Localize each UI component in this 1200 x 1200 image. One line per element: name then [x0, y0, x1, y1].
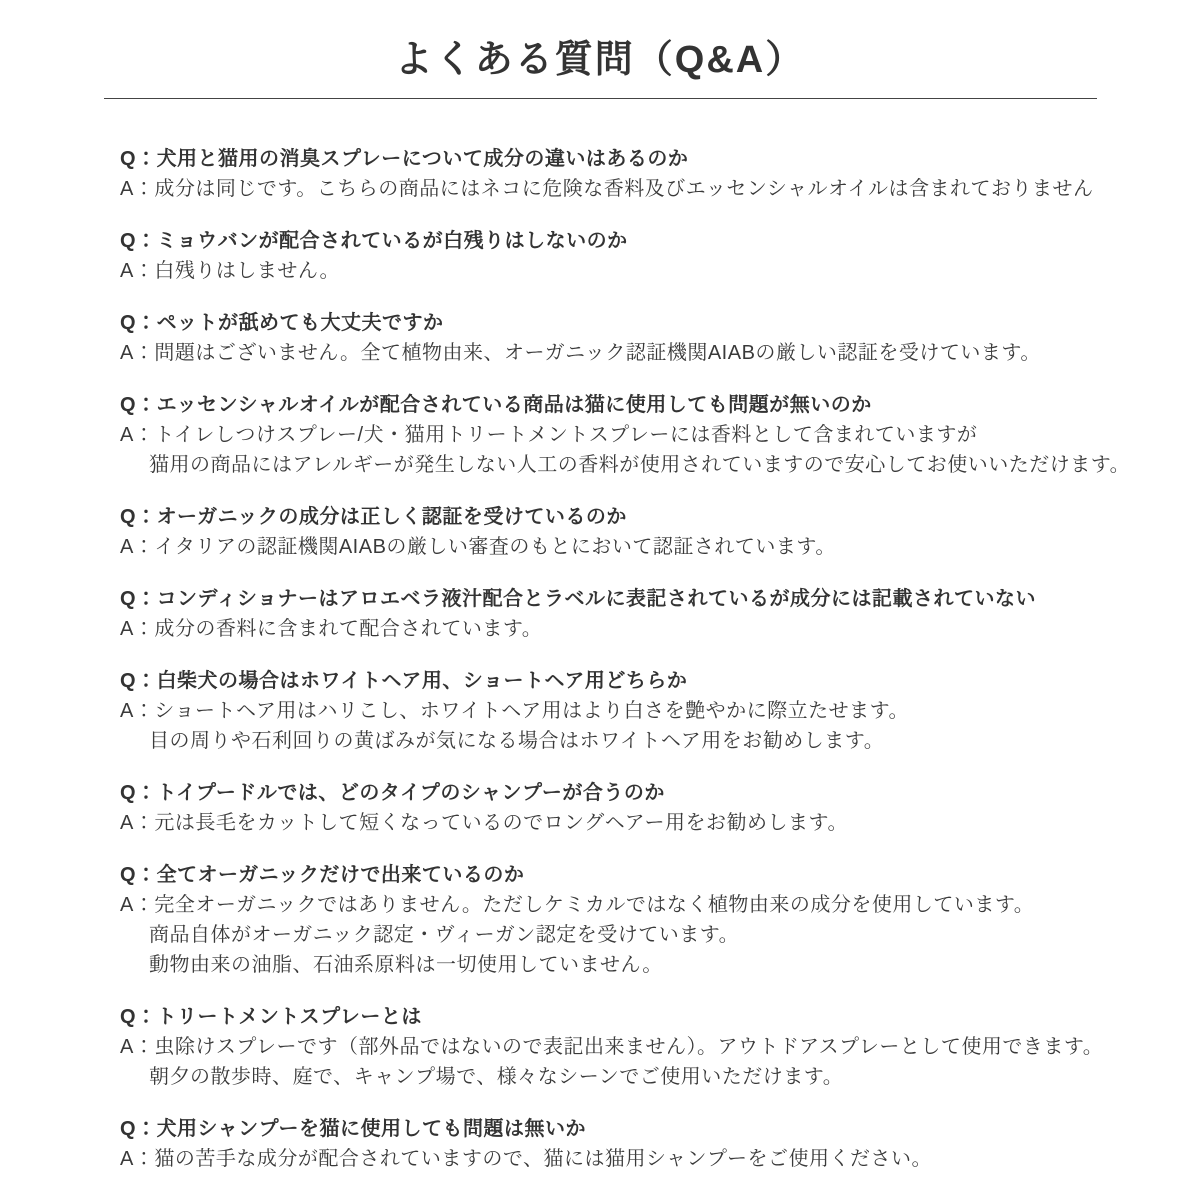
answer-line-continued — [120, 950, 1130, 980]
answer-text: 猫用の商品にはアレルギーが発生しない人工の香料が使用されていますので安心してお使いいただけます。 — [149, 453, 1131, 476]
question-line — [120, 778, 1130, 808]
faq-list — [120, 144, 1130, 1174]
question-text: エッセンシャルオイルが配合されている商品は猫に使用しても問題が無いのか — [156, 393, 872, 416]
question-line — [120, 584, 1130, 614]
question-prefix: Q： — [120, 781, 157, 804]
question-line — [120, 860, 1130, 890]
question-prefix: Q： — [120, 505, 157, 528]
answer-prefix: A： — [120, 423, 155, 446]
question-text: トリートメントスプレーとは — [156, 1005, 422, 1028]
answer-prefix: A： — [120, 893, 155, 916]
qa-item — [120, 308, 1130, 368]
answer-line — [120, 890, 1130, 920]
answer-line — [120, 420, 1130, 450]
qa-item — [120, 1002, 1130, 1092]
qa-item — [120, 390, 1130, 480]
answer-text: ショートヘア用はハリこし、ホワイトヘア用はより白さを艶やかに際立たせます。 — [154, 699, 910, 722]
question-text: 犬用シャンプーを猫に使用しても問題は無いか — [156, 1117, 587, 1140]
answer-text: 商品自体がオーガニック認定・ヴィーガン認定を受けています。 — [149, 923, 740, 946]
answer-line-continued — [120, 920, 1130, 950]
question-line — [120, 390, 1130, 420]
question-prefix: Q： — [120, 1005, 157, 1028]
qa-item — [120, 584, 1130, 644]
question-line — [120, 144, 1130, 174]
question-prefix: Q： — [120, 1117, 157, 1140]
answer-prefix: A： — [120, 177, 155, 200]
question-prefix: Q： — [120, 393, 157, 416]
question-prefix: Q： — [120, 863, 157, 886]
qa-item — [120, 1114, 1130, 1174]
question-text: オーガニックの成分は正しく認証を受けているのか — [156, 505, 627, 528]
question-line — [120, 308, 1130, 338]
question-line — [120, 1114, 1130, 1144]
answer-text: 元は長毛をカットして短くなっているのでロングヘアー用をお勧めします。 — [154, 811, 848, 834]
answer-text: 完全オーガニックではありません。ただしケミカルではなく植物由来の成分を使用しています。 — [154, 893, 1035, 916]
question-text: ペットが舐めても大丈夫ですか — [156, 311, 444, 334]
answer-line — [120, 808, 1130, 838]
answer-text: 成分の香料に含まれて配合されています。 — [154, 617, 543, 640]
answer-line — [120, 532, 1130, 562]
answer-line — [120, 338, 1130, 368]
qa-item — [120, 860, 1130, 980]
question-text: ミョウバンが配合されているが白残りはしないのか — [156, 229, 628, 252]
answer-text: 成分は同じです。こちらの商品にはネコに危険な香料及びエッセンシャルオイルは含まれておりません — [154, 177, 1094, 200]
question-text: コンディショナーはアロエベラ液汁配合とラベルに表記されているが成分には記載されていない — [156, 587, 1037, 610]
question-prefix: Q： — [120, 587, 157, 610]
qa-item — [120, 226, 1130, 286]
answer-text: トイレしつけスプレー/犬・猫用トリートメントスプレーには香料として含まれていますが — [154, 423, 978, 446]
answer-line — [120, 1032, 1130, 1062]
qa-item — [120, 502, 1130, 562]
question-prefix: Q： — [120, 229, 157, 252]
question-prefix: Q： — [120, 669, 157, 692]
answer-line-continued — [120, 450, 1130, 480]
answer-prefix: A： — [120, 1035, 155, 1058]
answer-text: 朝夕の散歩時、庭で、キャンプ場で、様々なシーンでご使用いただけます。 — [149, 1065, 844, 1088]
title-divider — [104, 98, 1097, 99]
answer-text: 白残りはしません。 — [154, 259, 341, 282]
question-line — [120, 1002, 1130, 1032]
question-line — [120, 226, 1130, 256]
answer-prefix: A： — [120, 1147, 155, 1170]
question-text: 犬用と猫用の消臭スプレーについて成分の違いはあるのか — [156, 147, 689, 170]
answer-line — [120, 256, 1130, 286]
page-title: よくある質問（Q&A） — [394, 39, 806, 81]
answer-line — [120, 614, 1130, 644]
answer-line — [120, 696, 1130, 726]
question-prefix: Q： — [120, 147, 157, 170]
answer-prefix: A： — [120, 341, 155, 364]
answer-text: 虫除けスプレーです（部外品ではないので表記出来ません）。アウトドアスプレーとして使用できます。 — [154, 1035, 1104, 1058]
answer-line-continued — [120, 1062, 1130, 1092]
question-line — [120, 502, 1130, 532]
answer-line — [120, 1144, 1130, 1174]
answer-prefix: A： — [120, 811, 155, 834]
answer-text: 目の周りや石利回りの黄ばみが気になる場合はホワイトヘア用をお勧めします。 — [149, 729, 885, 752]
qa-item — [120, 666, 1130, 756]
question-prefix: Q： — [120, 311, 157, 334]
question-line — [120, 666, 1130, 696]
answer-prefix: A： — [120, 535, 155, 558]
answer-prefix: A： — [120, 699, 155, 722]
qa-item — [120, 144, 1130, 204]
answer-line-continued — [120, 726, 1130, 756]
answer-text: 動物由来の油脂、石油系原料は一切使用していません。 — [149, 953, 663, 976]
answer-prefix: A： — [120, 259, 155, 282]
answer-prefix: A： — [120, 617, 155, 640]
answer-text: イタリアの認証機関AIABの厳しい審査のもとにおいて認証されています。 — [154, 535, 836, 558]
qa-item — [120, 778, 1130, 838]
answer-line — [120, 174, 1130, 204]
answer-text: 問題はございません。全て植物由来、オーガニック認証機関AIABの厳しい認証を受けています。 — [154, 341, 1041, 364]
answer-text: 猫の苦手な成分が配合されていますので、猫には猫用シャンプーをご使用ください。 — [154, 1147, 932, 1170]
question-text: 白柴犬の場合はホワイトヘア用、ショートヘア用どちらか — [156, 669, 688, 692]
question-text: 全てオーガニックだけで出来ているのか — [156, 863, 525, 886]
question-text: トイプードルでは、どのタイプのシャンプーが合うのか — [156, 781, 665, 804]
